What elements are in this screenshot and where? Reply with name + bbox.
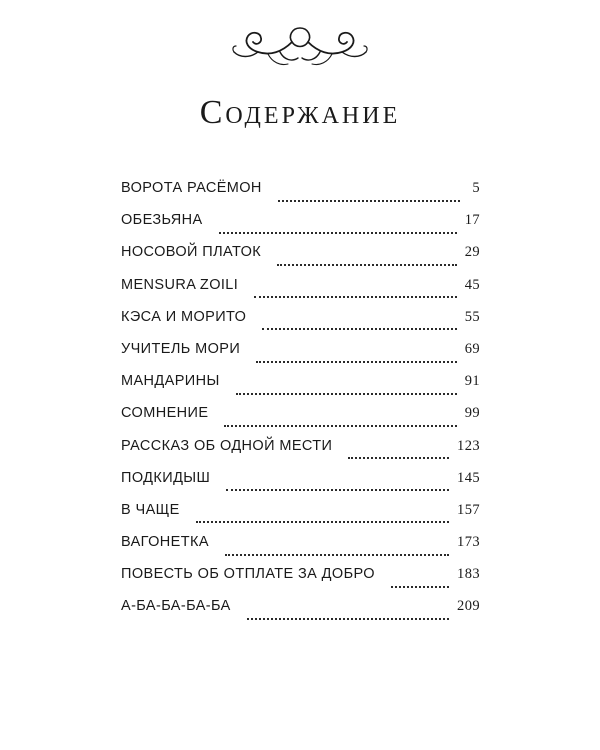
toc-entry-title: ОБЕЗЬЯНА: [121, 212, 203, 229]
dot-leader: [219, 231, 457, 234]
toc-entry[interactable]: [121, 502, 480, 534]
toc-entry-title: ВАГОНЕТКА: [121, 534, 209, 551]
toc-entry[interactable]: [121, 405, 480, 437]
toc-entry-title: КЭСА И МОРИТО: [121, 308, 247, 325]
dot-leader: [348, 456, 449, 459]
toc-entry-title: ПОДКИДЫШ: [121, 469, 211, 486]
toc-entry[interactable]: [121, 341, 480, 373]
toc-entry-page-number: 5: [472, 180, 480, 196]
toc-entry-page-number: 55: [464, 308, 480, 325]
toc-entry[interactable]: [121, 244, 480, 276]
dot-leader: [391, 585, 449, 588]
toc-entry-page-number: 29: [464, 244, 480, 261]
toc-entry-page-number: 99: [464, 405, 480, 422]
toc-entry[interactable]: [121, 277, 480, 309]
toc-entry[interactable]: [121, 566, 480, 598]
toc-entry-title: УЧИТЕЛЬ МОРИ: [121, 340, 241, 357]
toc-entry-page-number: 45: [464, 276, 480, 293]
dot-leader: [277, 263, 457, 266]
dot-leader: [278, 199, 460, 202]
toc-entry-title: НОСОВОЙ ПЛАТОК: [121, 244, 262, 261]
toc-entry-page-number: 145: [457, 469, 480, 486]
dot-leader: [225, 553, 449, 556]
toc-entry-page-number: 183: [457, 566, 480, 583]
flourish-ornament-svg: [228, 22, 372, 70]
table-of-contents: [121, 180, 480, 631]
toc-entry[interactable]: [121, 470, 480, 502]
toc-entry[interactable]: [121, 438, 480, 470]
toc-entry-page-number: 69: [464, 340, 480, 357]
toc-entry[interactable]: [121, 309, 480, 341]
toc-entry-title: MENSURA ZOILI: [121, 276, 239, 293]
toc-entry-title: В ЧАЩЕ: [121, 501, 180, 518]
toc-entry-title: МАНДАРИНЫ: [121, 373, 220, 390]
toc-entry[interactable]: [121, 180, 480, 212]
dot-leader: [226, 488, 449, 491]
dot-leader: [262, 327, 456, 330]
toc-entry-title: ВОРОТА РАСЁМОН: [121, 180, 262, 196]
toc-entry-page-number: 157: [457, 501, 480, 518]
toc-entry-page-number: 123: [457, 437, 480, 454]
dot-leader: [224, 424, 456, 427]
toc-entry-page-number: 209: [457, 598, 480, 615]
toc-entry-page-number: 17: [464, 212, 480, 229]
toc-entry-title: РАССКАЗ ОБ ОДНОЙ МЕСТИ: [121, 437, 333, 454]
toc-entry[interactable]: [121, 212, 480, 244]
dot-leader: [196, 520, 449, 523]
dot-leader: [236, 392, 457, 395]
page-title: Содержание: [199, 94, 401, 131]
dot-leader: [247, 617, 449, 620]
toc-entry[interactable]: [121, 534, 480, 566]
toc-entry[interactable]: [121, 598, 480, 630]
toc-entry[interactable]: [121, 373, 480, 405]
toc-entry-page-number: 91: [464, 373, 480, 390]
toc-entry-title: СОМНЕНИЕ: [121, 405, 209, 422]
dot-leader: [254, 295, 456, 298]
toc-entry-title: А-БА-БА-БА-БА: [121, 598, 231, 615]
dot-leader: [256, 360, 457, 363]
flourish-ornament-icon: [0, 22, 600, 72]
toc-entry-title: ПОВЕСТЬ ОБ ОТПЛАТЕ ЗА ДОБРО: [121, 566, 375, 583]
toc-entry-page-number: 173: [457, 534, 480, 551]
